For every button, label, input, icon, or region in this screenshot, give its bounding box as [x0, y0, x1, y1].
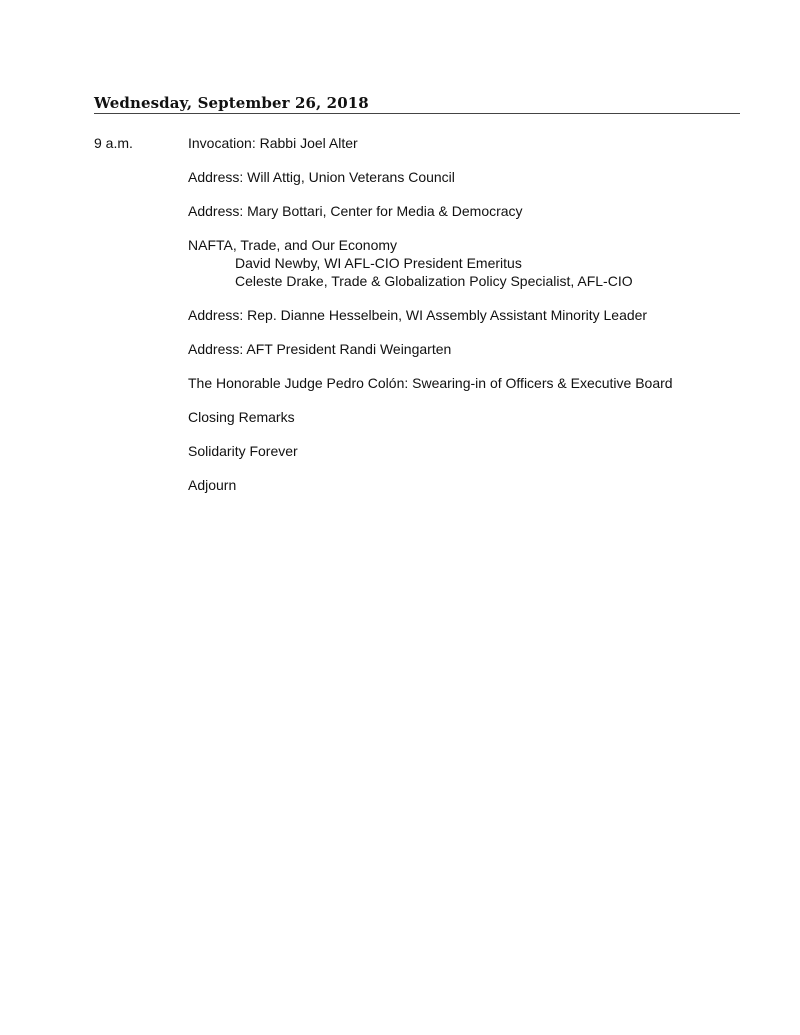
agenda-item-title: Adjourn [188, 477, 237, 493]
day-heading [94, 93, 740, 114]
agenda-item-title: Invocation: Rabbi Joel Alter [188, 135, 358, 151]
agenda-item-swearing-in [188, 374, 748, 392]
day-heading-text: Wednesday, September 26, 2018 [94, 94, 369, 112]
panel-speaker-drake: Celeste Drake, Trade & Globalization Policy Specialist, AFL-CIO [235, 273, 633, 289]
agenda-item-title: The Honorable Judge Pedro Colón: Swearing-in of Officers & Executive Board [188, 375, 673, 391]
agenda-item-title: NAFTA, Trade, and Our Economy [188, 237, 398, 253]
agenda-item-address-bottari [188, 202, 748, 220]
agenda-item-invocation [188, 134, 748, 152]
agenda-list [188, 134, 748, 510]
agenda-item-title: Address: Rep. Dianne Hesselbein, WI Assembly Assistant Minority Leader [188, 307, 648, 323]
agenda-item-adjourn [188, 476, 748, 494]
agenda-item-nafta-panel [188, 236, 748, 290]
agenda-item-closing-remarks [188, 408, 748, 426]
agenda-item-title: Solidarity Forever [188, 443, 298, 459]
session-time: 9 a.m. [94, 135, 133, 151]
agenda-item-title: Address: Mary Bottari, Center for Media & Democracy [188, 203, 523, 219]
agenda-item-title: Address: AFT President Randi Weingarten [188, 341, 452, 357]
agenda-item-address-hesselbein [188, 306, 748, 324]
agenda-item-title: Address: Will Attig, Union Veterans Council [188, 169, 455, 185]
agenda-item-solidarity-forever [188, 442, 748, 460]
agenda-item-title: Closing Remarks [188, 409, 295, 425]
panel-speaker-newby: David Newby, WI AFL-CIO President Emeritus [235, 255, 522, 271]
agenda-item-address-attig [188, 168, 748, 186]
agenda-item-address-weingarten [188, 340, 748, 358]
